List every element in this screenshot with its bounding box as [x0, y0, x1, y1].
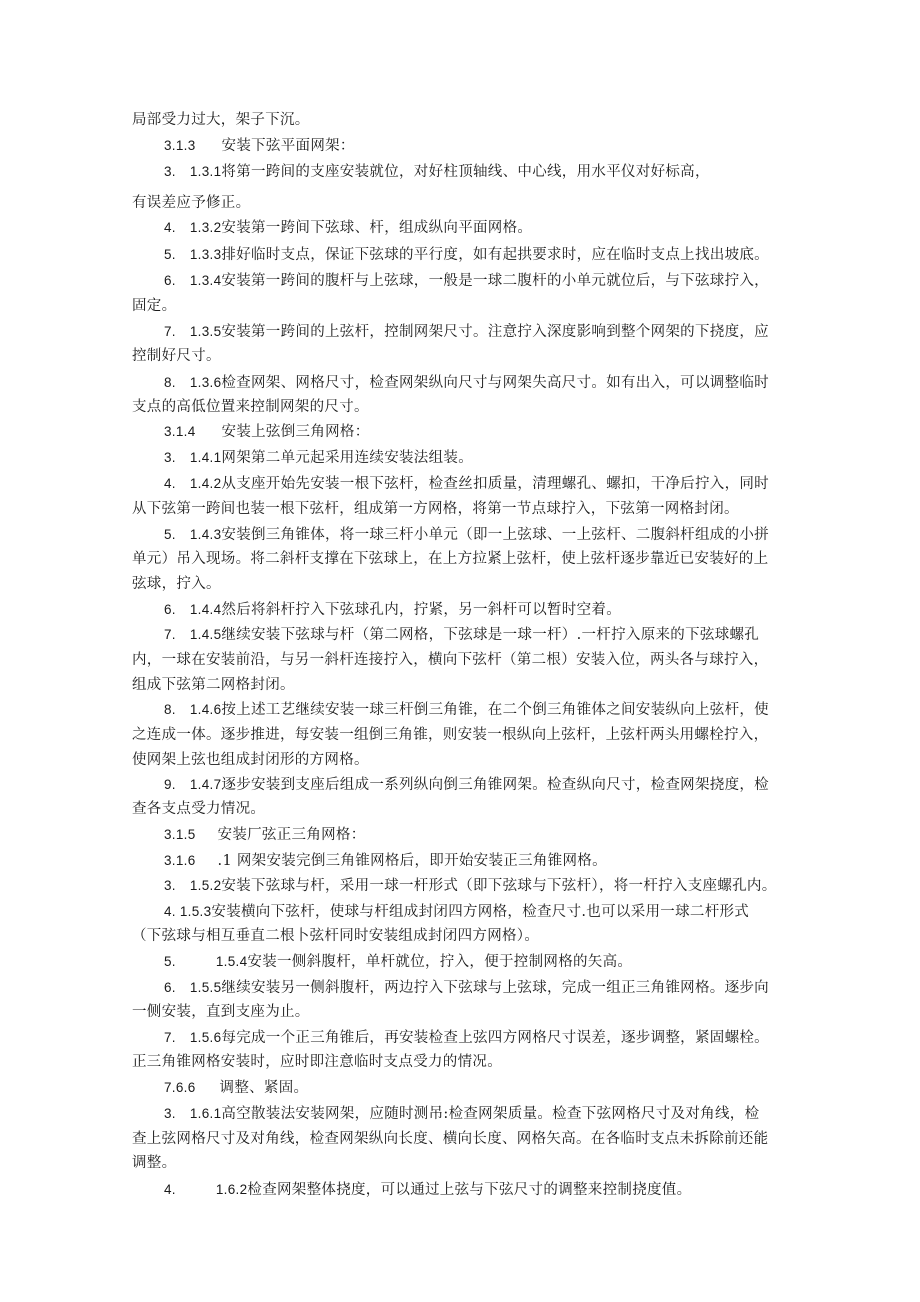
list-item: 4. 1.6.2检查网架整体挠度，可以通过上弦与下弦尺寸的调整来控制挠度值。: [164, 1182, 692, 1198]
list-item: 6. 1.3.4安装第一跨间的腹杆与上弦球，一般是一球二腹杆的小单元就位后，与下弦球拧入，: [164, 273, 769, 289]
text-line: 查上弦网格尺寸及对角线，检查网架纵向长度、横向长度、网格矢高。在各临时支点未拆除前还能: [132, 1131, 769, 1147]
list-item: 9. 1.4.7逐步安装到支座后组成一系列纵向倒三角锥网架。检查纵向尺寸，检查网架挠度，检: [164, 777, 769, 793]
text-line: （下弦球与相互垂直二根卜弦杆同时安装组成封闭四方网格）。: [132, 928, 540, 944]
text-line: 单元）吊入现场。将二斜杆支撑在下弦球上，在上方拉紧上弦杆，使上弦杆逐步靠近已安装好的上: [132, 551, 769, 567]
text-line: 正三角锥网格安装时，应时即注意临时支点受力的情况。: [132, 1054, 502, 1070]
section-heading: 3.1.5 安装厂弦正三角网格：: [164, 827, 366, 843]
text-line: 固定。: [132, 298, 177, 314]
list-item: 3. 1.5.2安装下弦球与杆，采用一球一杆形式（即下弦球与下弦杆），将一杆拧入支座螺孔内。: [164, 878, 777, 894]
text-line: 一侧安装，直到支座为止。: [132, 1004, 310, 1020]
text-line: 有误差应予修正。: [132, 195, 251, 211]
list-item: 5. 1.4.3安装倒三角锥体，将一球三杆小单元（即一上弦球、一上弦杆、二腹斜杆组成的小拼: [164, 527, 769, 543]
text-line: 控制好尺寸。: [132, 348, 221, 364]
section-heading: 3.1.4 安装上弦倒三角网格：: [164, 424, 370, 440]
list-item: 8. 1.4.6按上述工艺继续安装一球三杆倒三角锥，在二个倒三角锥体之间安装纵向上弦杆，使: [164, 702, 769, 718]
list-item: 6. 1.4.4然后将斜杆拧入下弦球孔内，拧紧，另一斜杆可以暂时空着。: [164, 602, 621, 618]
text-line: 之连成一体。逐步推进，每安装一组倒三角锥，则安装一根纵向上弦杆，上弦杆两头用螺栓拧入，: [132, 727, 769, 743]
text-line: 从下弦第一跨间也装一根下弦杆，组成第一方网格，将第一节点球拧入，下弦第一网格封闭。: [132, 501, 739, 517]
list-item: 4. 1.3.2安装第一跨间下弦球、杆，组成纵向平面网格。: [164, 220, 533, 236]
text-line: 组成下弦第二网格封闭。: [132, 677, 295, 693]
section-heading: 3.1.3 安装下弦平面网架：: [164, 138, 355, 154]
text-line: 内，一球在安装前沿，与另一斜杆连接拧入，横向下弦杆（第二根）安装入位，两头各与球拧入，: [132, 652, 769, 668]
list-item: 7. 1.3.5安装第一跨间的上弦杆，控制网架尺寸。注意拧入深度影响到整个网架的下挠度，应: [164, 324, 769, 340]
text-line: 使网架上弦也组成封闭形的方网格。: [132, 752, 369, 768]
section-heading: 3.1.6 .1 网架安装完倒三角锥网格后，即开始安装正三角锥网格。: [164, 853, 607, 869]
list-item: 7. 1.4.5继续安装下弦球与杆（第二网格，下弦球是一球一杆）.一杆拧入原来的下弦球螺孔: [164, 627, 760, 643]
list-item: 6. 1.5.5继续安装另一侧斜腹杆，两边拧入下弦球与上弦球，完成一组正三角锥网格。逐步向: [164, 980, 769, 996]
text-line: 支点的高低位置来控制网架的尺寸。: [132, 399, 369, 415]
text-line: 弦球，拧入。: [132, 576, 221, 592]
list-item: 5. 1.3.3排好临时支点，保证下弦球的平行度，如有起拱要求时，应在临时支点上找出坡底。: [164, 247, 769, 263]
list-item: 3. 1.3.1将第一跨间的支座安装就位，对好柱顶轴线、中心线，用水平仪对好标高，: [164, 164, 710, 180]
text-line: 查各支点受力情况。: [132, 801, 266, 817]
list-item: 4. 1.4.2从支座开始先安装一根下弦杆，检查丝扣质量，清理螺孔、螺扣，干净后拧入，同时: [164, 476, 769, 492]
section-heading: 7.6.6 调整、紧固。: [164, 1080, 309, 1096]
list-item: 4. 1.5.3安装横向下弦杆，使球与杆组成封闭四方网格，检查尺寸.也可以采用一球二杆形式: [164, 904, 750, 920]
list-item: 5. 1.5.4安装一侧斜腹杆，单杆就位，拧入，便于控制网格的矢高。: [164, 954, 633, 970]
text-line: 局部受力过大，架子下沉。: [132, 112, 310, 128]
list-item: 3. 1.6.1高空散装法安装网架，应随时测吊:检查网架质量。检查下弦网格尺寸及对角线，检: [164, 1106, 760, 1122]
list-item: 3. 1.4.1网架第二单元起采用连续安装法组装。: [164, 450, 473, 466]
list-item: 8. 1.3.6检查网架、网格尺寸，检查网架纵向尺寸与网架失高尺寸。如有出入，可以调整临时: [164, 375, 769, 391]
list-item: 7. 1.5.6每完成一个正三角锥后，再安装检查上弦四方网格尺寸误差，逐步调整，紧固螺栓。: [164, 1030, 769, 1046]
text-line: 调整。: [132, 1155, 177, 1171]
